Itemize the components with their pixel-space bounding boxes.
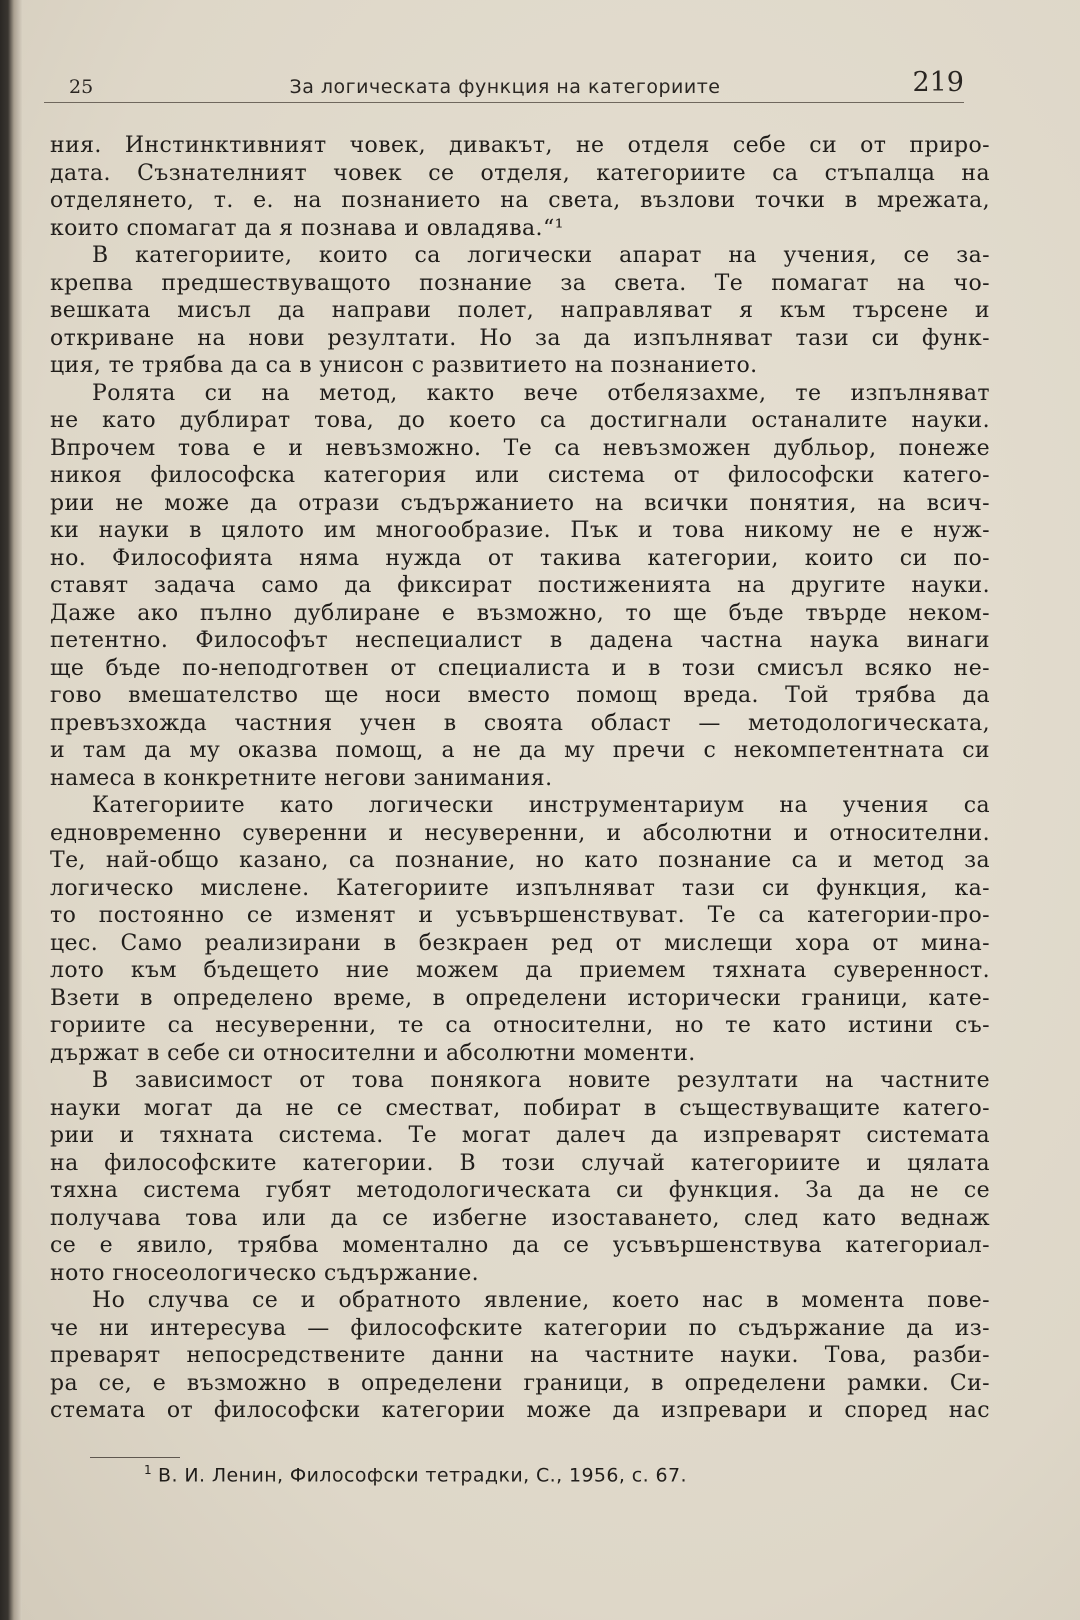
footnote-text: В. И. Ленин, Философски тетрадки, С., 1956, с. 67. [158, 1464, 687, 1487]
text-line: превъзхожда частния учен в своята област — методологическата, [50, 710, 990, 736]
running-title: За логическата функция на категориите [289, 76, 721, 98]
text-line: ното гносеологическо съдържание. [50, 1260, 480, 1286]
text-line: рии не може да отрази съдържанието на всички понятия, на всич- [50, 490, 990, 516]
text-line: Но случва се и обратното явление, което нас в момента пове- [92, 1288, 990, 1313]
text-line: ра се, е възможно в определени граници, в определени рамки. Си- [50, 1370, 990, 1396]
text-line: Впрочем това е и невъзможно. Те са невъзможен дубльор, понеже [50, 435, 990, 461]
text-line: Ролята си на метод, както вече отбелязахме, те изпълняват [92, 380, 990, 406]
body-text [50, 132, 990, 1425]
text-line: откриване на нови резултати. Но за да изпълняват тази си функ- [50, 325, 990, 351]
text-line: цес. Само реализирани в безкраен ред от мислещи хора от мина- [50, 930, 990, 956]
text-line: не като дублират това, до което са достигнали останалите науки. [50, 408, 990, 433]
text-line: науки могат да не се сместват, побират в съществуващите катего- [50, 1095, 990, 1121]
text-line: то постоянно се изменят и усъвършенствуват. Те са категории-про- [50, 903, 990, 928]
text-line: Даже ако пълно дублиране е възможно, то ще бъде твърде неком- [50, 600, 990, 626]
text-line: едновременно суверенни и несуверенни, и абсолютни и относителни. [50, 820, 990, 846]
text-line: че ни интересува — философските категории по съдържание да из- [50, 1315, 990, 1341]
text-line: тяхна система губят методологическата си функция. За да не се [50, 1178, 990, 1203]
text-line: преварят непосредствените данни на частните науки. Това, разби- [50, 1343, 990, 1368]
page-header [46, 66, 964, 106]
text-line: Взети в определено време, в определени исторически граници, кате- [50, 985, 990, 1011]
text-line: които спомагат да я познава и овладява.“¹ [50, 215, 564, 241]
text-line: държат в себе си относителни и абсолютни моменти. [50, 1040, 696, 1066]
text-line: ция, те трябва да са в унисон с развитието на познанието. [50, 353, 758, 378]
text-line: рии и тяхната система. Те могат далеч да изпреварят системата [50, 1123, 990, 1148]
text-line: Те, най-общо казано, са познание, но като познание са и метод за [50, 848, 990, 873]
text-line: намеса в конкретните негови занимания. [50, 765, 553, 791]
text-line: на философските категории. В този случай категориите и цялата [50, 1150, 990, 1176]
text-line: отделянето, т. е. на познанието на света, възлови точки в мрежата, [50, 188, 990, 213]
text-line: ставят задача само да фиксират постиженията на другите науки. [50, 573, 990, 598]
text-line: крепва предшествуващото познание за света. Те помагат на чо- [50, 270, 990, 296]
text-line: се е явило, трябва моментално да се усъвършенствува категориал- [50, 1233, 990, 1258]
page-number: 219 [912, 67, 964, 98]
text-line: но. Философията няма нужда от такива категории, които си по- [50, 545, 990, 571]
footnote-marker: 1 [144, 1463, 153, 1477]
text-line: ще бъде по-неподготвен от специалиста и в този смисъл всяко не- [50, 655, 990, 681]
footnote-rule [90, 1457, 180, 1458]
text-line: получава това или да се избегне изоставането, след като веднаж [50, 1205, 990, 1231]
text-line: гово вмешателство ще носи вместо помощ вреда. Той трябва да [50, 683, 990, 708]
text-line: В зависимост от това понякога новите резултати на частните [92, 1068, 990, 1093]
left-page-reference: 25 [69, 76, 94, 98]
book-page [22, 0, 1080, 1620]
text-line: ния. Инстинктивният човек, дивакът, не отделя себе си от приро- [50, 133, 990, 158]
text-line: дата. Съзнателният човек се отделя, категориите са стъпалца на [50, 160, 990, 186]
text-line: ки науки в цялото им многообразие. Пък и това никому не е нуж- [50, 518, 990, 543]
footnote [144, 1463, 687, 1486]
text-line: Категориите като логически инструментариум на учения са [92, 793, 990, 818]
text-line: никоя философска категория или система от философски катего- [50, 463, 990, 488]
header-rule [44, 102, 964, 103]
text-line: В категориите, които са логически апарат на учения, се за- [92, 243, 990, 268]
text-line: вешката мисъл да направи полет, направляват я към търсене и [50, 298, 990, 323]
text-line: гориите са несуверенни, те са относителни, но те като истини съ- [50, 1013, 990, 1038]
text-line: логическо мислене. Категориите изпълняват тази си функция, ка- [50, 875, 990, 901]
text-line: стемата от философски категории може да изпревари и според нас [50, 1398, 990, 1423]
text-line: петентно. Философът неспециалист в дадена частна наука винаги [50, 628, 990, 653]
text-line: и там да му оказва помощ, а не да му пречи с некомпетентната си [50, 738, 990, 763]
text-line: лото към бъдещето ние можем да приемем тяхната суверенност. [50, 958, 990, 983]
